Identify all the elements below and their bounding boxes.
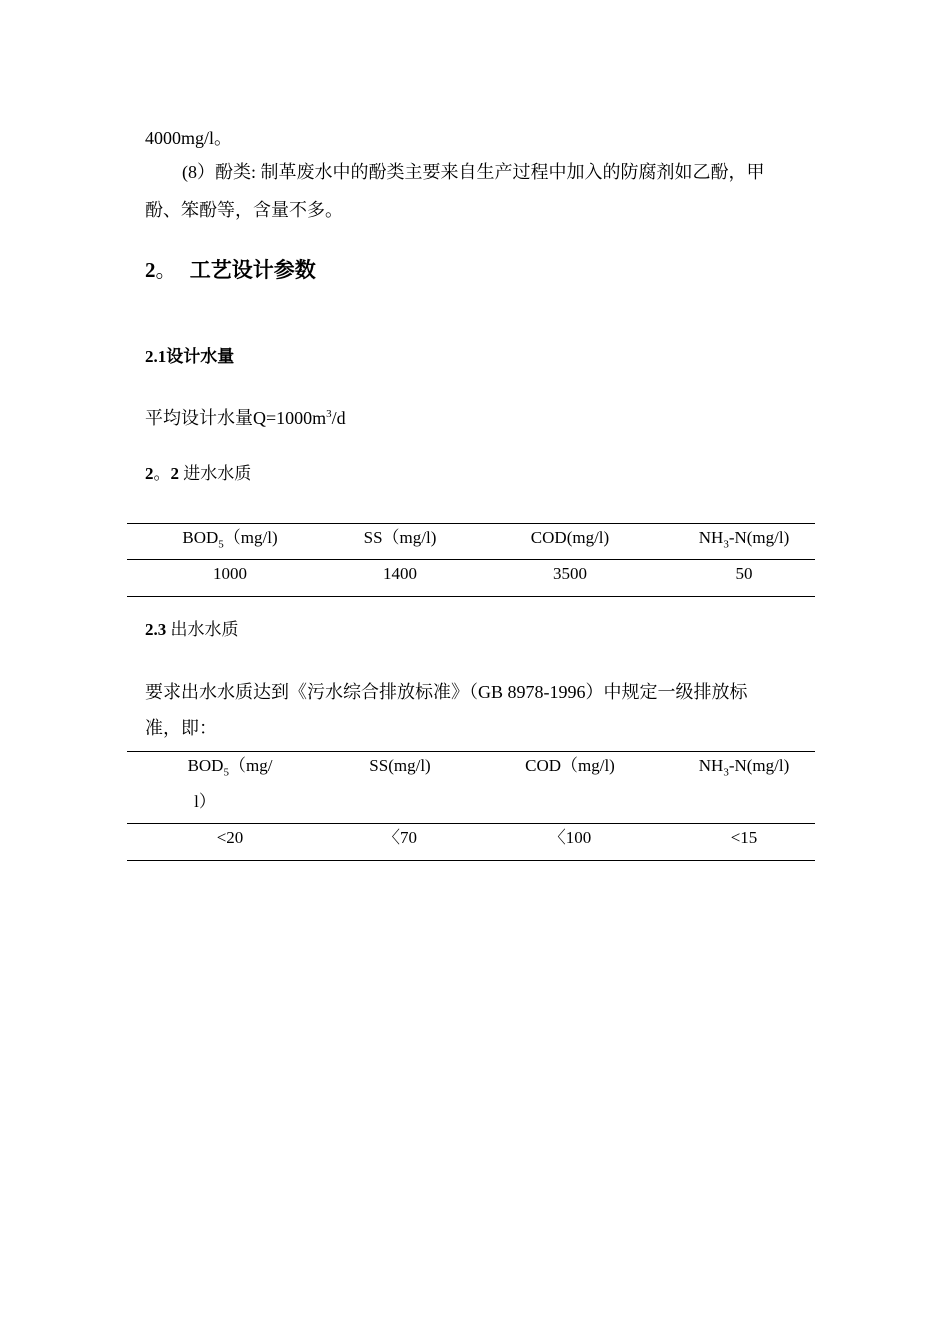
table-cell: 50	[735, 564, 753, 583]
subsection-heading	[145, 619, 239, 641]
header-subscript: 3	[723, 538, 729, 551]
table-rule	[127, 860, 815, 861]
table-cell: <20	[216, 828, 244, 847]
section-heading	[145, 257, 316, 283]
table-header-cell	[140, 527, 320, 549]
header-subscript: 5	[223, 766, 229, 779]
table-header-cell	[140, 755, 320, 777]
table-rule	[127, 523, 815, 524]
header-unit: -N(mg/l)	[728, 528, 790, 547]
table-header-cell-wrap: l）	[194, 792, 216, 811]
subsection-number: 2	[145, 464, 154, 483]
table-cell: 〈70	[383, 828, 417, 847]
paragraph-line: 要求出水水质达到《污水综合排放标准》（GB 8978-1996）中规定一级排放标	[145, 682, 748, 702]
subsection-number: 2.3	[145, 620, 167, 639]
subsection-separator: 。	[153, 464, 171, 483]
table-header-cell	[654, 755, 834, 777]
header-unit: （mg/	[228, 756, 273, 775]
subsection-number: 2.1	[145, 347, 167, 366]
header-text: COD(mg/l)	[530, 528, 610, 547]
table-rule	[127, 751, 815, 752]
table-cell: 〈100	[548, 828, 592, 847]
section-title: 工艺设计参数	[189, 258, 316, 282]
table-rule	[127, 596, 815, 597]
header-unit: -N(mg/l)	[728, 756, 790, 775]
header-text: NH	[698, 756, 724, 775]
header-text: BOD	[182, 528, 219, 547]
paragraph-line: 4000mg/l。	[145, 128, 233, 148]
header-text: NH	[698, 528, 724, 547]
header-unit: （mg/l)	[223, 528, 278, 547]
subsection-number-b: 2	[170, 464, 179, 483]
subsection-title: 出水水质	[170, 620, 239, 639]
subsection-title: 设计水量	[166, 347, 235, 366]
paragraph-line: 酚、笨酚等，含量不多。	[145, 200, 343, 220]
table-rule	[127, 823, 815, 824]
table-rule	[127, 559, 815, 560]
table-header-cell	[310, 755, 490, 777]
header-text: BOD	[187, 756, 224, 775]
design-flow-text	[145, 407, 346, 429]
header-text: COD（mg/l)	[525, 756, 615, 775]
table-header-cell	[480, 755, 660, 777]
table-cell: 1400	[383, 564, 417, 583]
subsection-heading	[145, 463, 251, 485]
design-flow-suffix: /d	[331, 408, 346, 428]
table-header-cell	[480, 527, 660, 549]
table-header-cell	[310, 527, 490, 549]
table-cell: 3500	[553, 564, 587, 583]
paragraph-line: (8）酚类: 制革废水中的酚类主要来自生产过程中加入的防腐剂如乙酚，甲	[182, 162, 765, 182]
subsection-title: 进水水质	[183, 464, 252, 483]
header-subscript: 3	[723, 766, 729, 779]
paragraph-line: 准，即：	[145, 718, 217, 738]
header-text: SS(mg/l)	[369, 756, 431, 775]
table-cell: <15	[730, 828, 758, 847]
table-header-cell	[654, 527, 834, 549]
section-separator: 。	[155, 258, 177, 282]
section-number: 2	[145, 258, 156, 282]
subsection-heading	[145, 346, 234, 368]
design-flow-superscript: 3	[326, 408, 332, 420]
header-text: SS（mg/l)	[363, 528, 437, 547]
header-subscript: 5	[218, 538, 224, 551]
design-flow-prefix: 平均设计水量Q=1000m	[145, 408, 327, 428]
table-cell: 1000	[213, 564, 247, 583]
